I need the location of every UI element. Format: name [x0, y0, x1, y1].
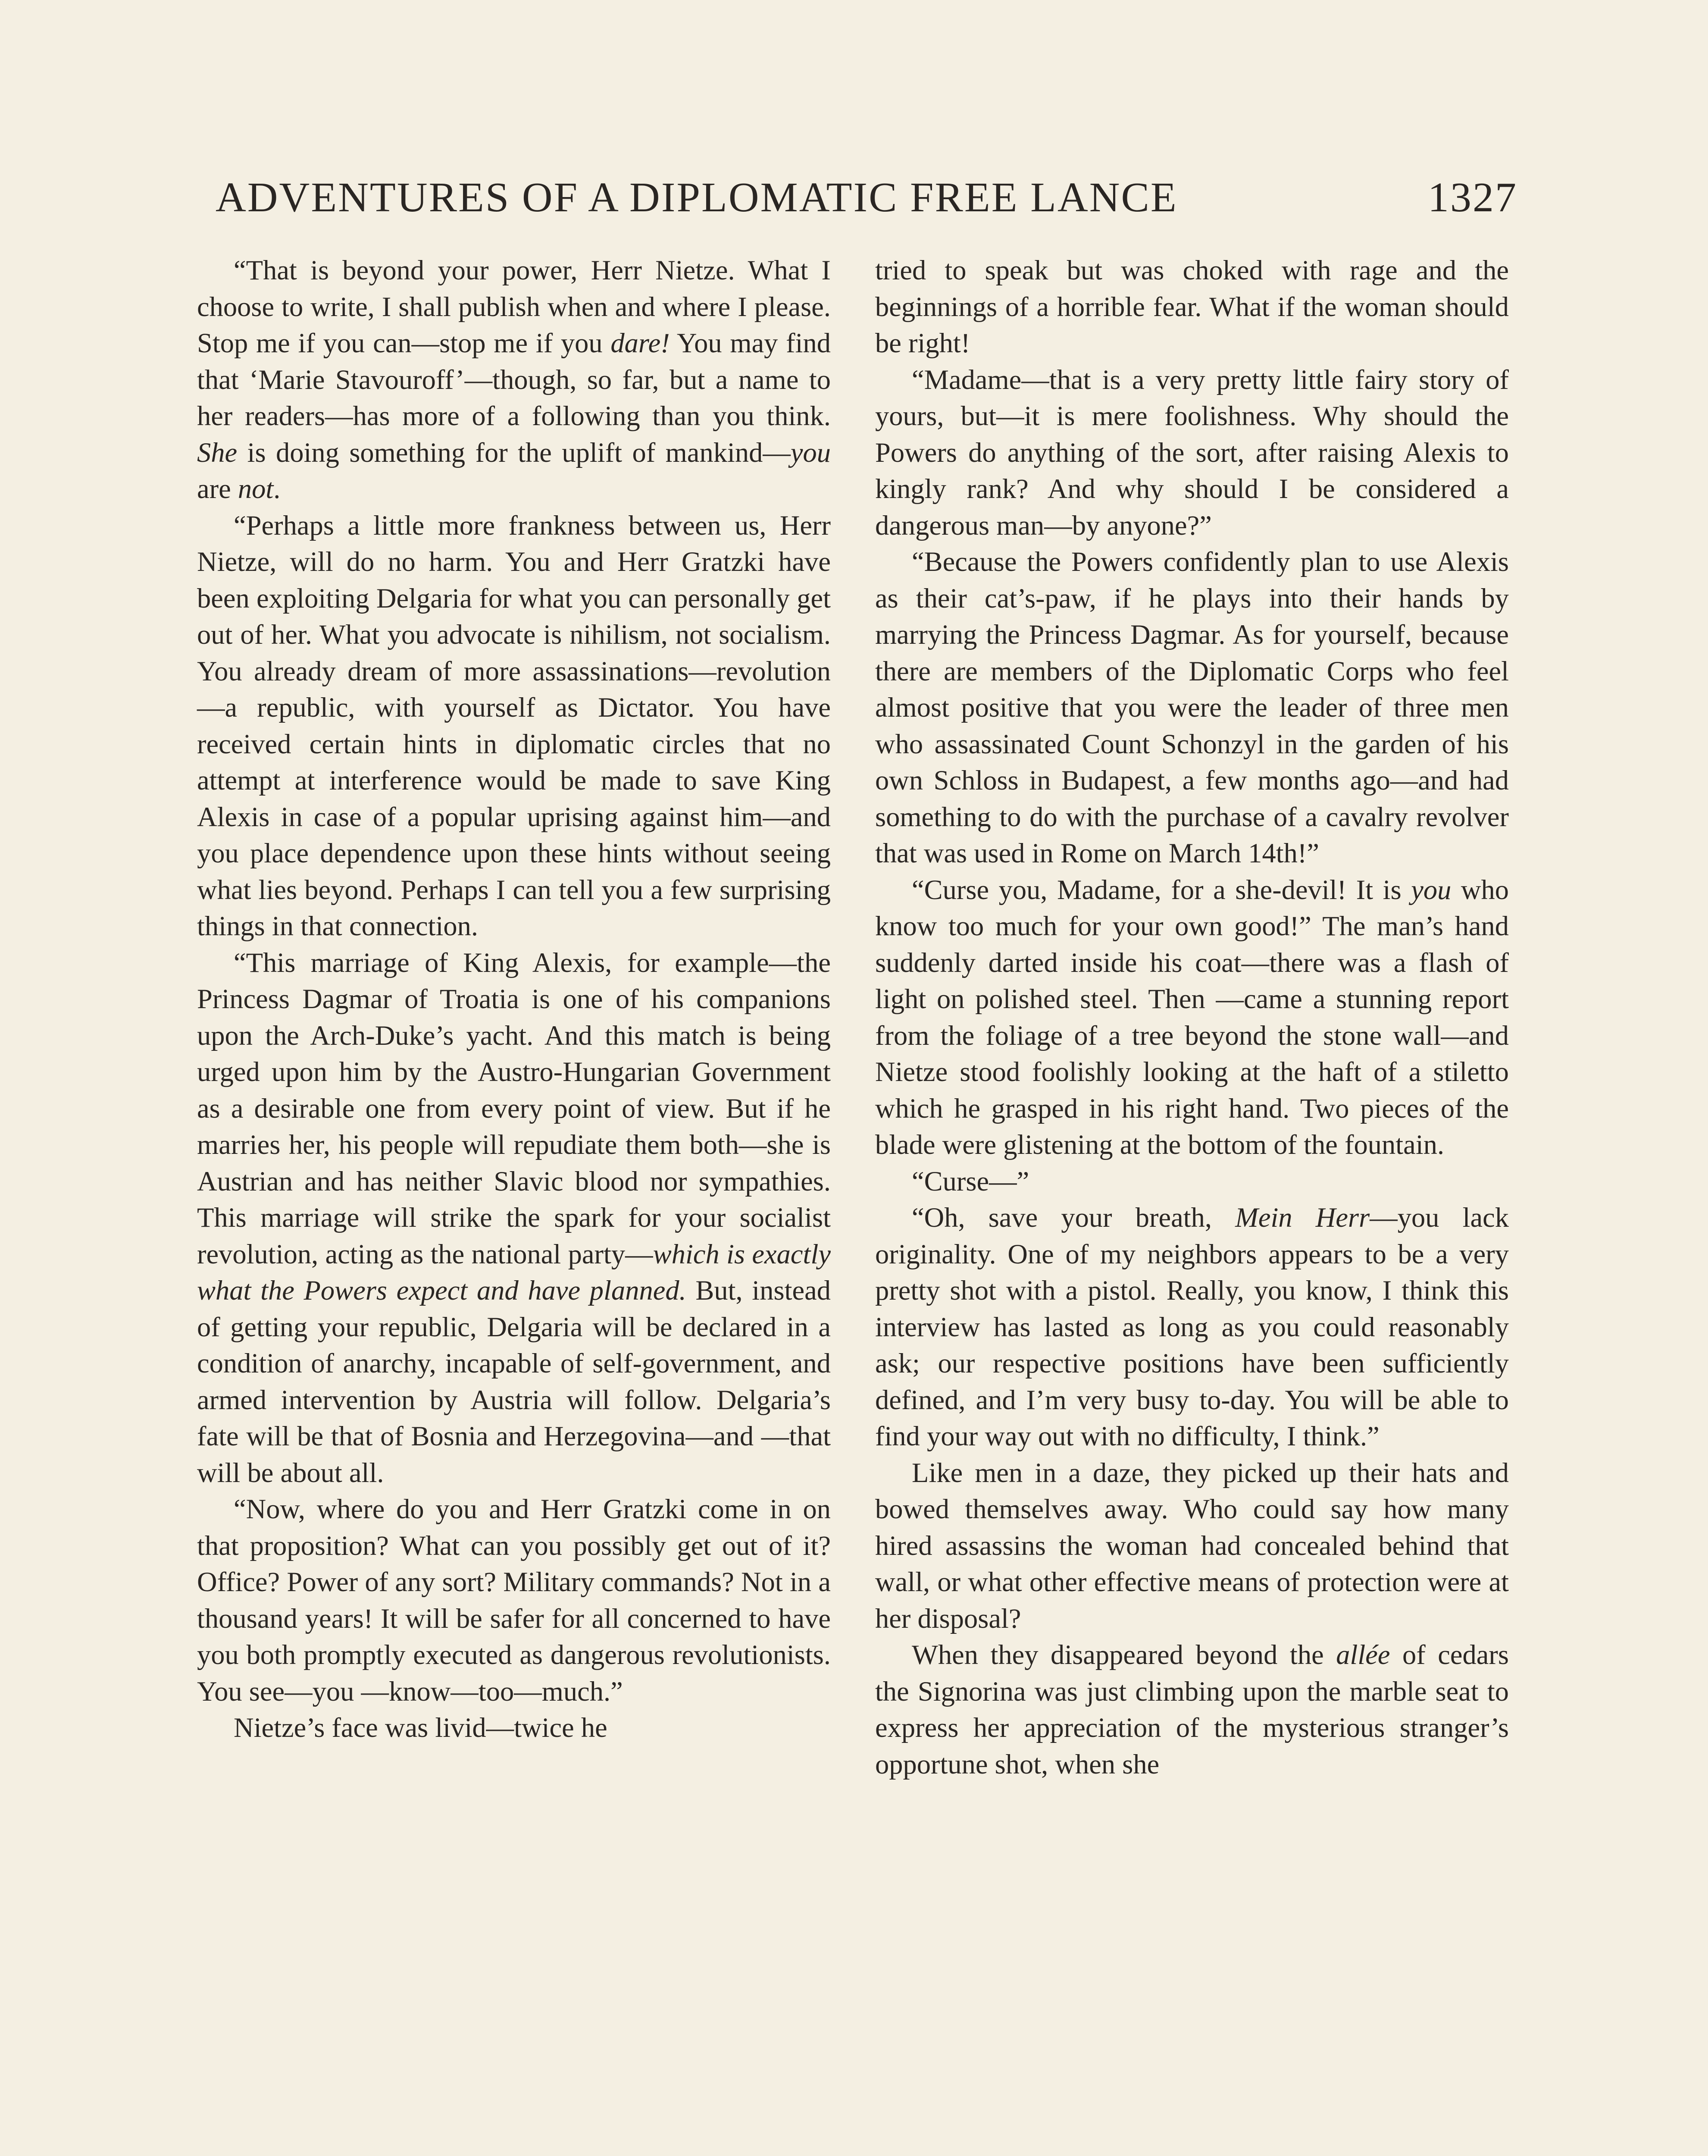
- paragraph: “This marriage of King Alexis, for example—the Princess Dagmar of Troatia is one of his companions upon the Arch-Duke’s yacht. And this match is being urged upon him by the Austro-Hungarian Government as a desirable one from every point of view. But if he marries her, his people will repudiate them both—she is Austrian and has neither Slavic blood nor sympathies. This marriage will strike the spark for your socialist revolution, acting as the national party—which is exactly what the Powers expect and have planned. But, instead of getting your republic, Delgaria will be declared in a condition of anarchy, incapable of self-government, and armed intervention by Austria will follow. Delgaria’s fate will be that of Bosnia and Herzegovina—and —that will be about all.: [197, 947, 831, 1488]
- paragraph: tried to speak but was choked with rage and the beginnings of a horrible fear. What if the woman should be right!: [875, 255, 1509, 358]
- running-title: ADVENTURES OF A DIPLOMATIC FREE LANCE: [216, 174, 1178, 221]
- paragraph: “Curse you, Madame, for a she-devil! It is you who know too much for your own good!” The man’s hand suddenly darted inside his coat—there was a flash of light on polished steel. Then —came a stunning report from the foliage of a tree beyond the stone wall—and Nietze stood foolishly looking at the haft of a stiletto which he grasped in his right hand. Two pieces of the blade were glistening at the bottom of the fountain.: [875, 874, 1509, 1160]
- paragraph: “Because the Powers confidently plan to use Alexis as their cat’s-paw, if he plays into their hands by marrying the Princess Dagmar. As for yourself, because there are members of the Diplomatic Corps who feel almost positive that you were the leader of three men who assassinated Count Schonzyl in the garden of his own Schloss in Budapest, a few months ago—and had something to do with the purchase of a cavalry revolver that was used in Rome on March 14th!”: [875, 546, 1509, 868]
- paragraph: “Perhaps a little more frankness between us, Herr Nietze, will do no harm. You and Herr Gratzki have been exploiting Delgaria for what you can personally get out of her. What you advocate is nihilism, not socialism. You already dream of more assassinations—revolution—a republic, with yourself as Dictator. You have received certain hints in diplomatic circles that no attempt at interference would be made to save King Alexis in case of a popular uprising against him—and you place dependence upon these hints without seeing what lies beyond. Perhaps I can tell you a few surprising things in that connection.: [197, 510, 831, 941]
- paragraph: Like men in a daze, they picked up their hats and bowed themselves away. Who could say how many hired assassins the woman had concealed behind that wall, or what other effective means of protection were at her disposal?: [875, 1457, 1509, 1634]
- paragraph: “Curse—”: [912, 1166, 1029, 1197]
- paragraph: “That is beyond your power, Herr Nietze. What I choose to write, I shall publish when and where I please. Stop me if you can—stop me if you dare! You may find that ‘Marie Stavouroff’—though, so far, but a name to her readers—has more of a following than you think. She is doing something for the uplift of mankind—you are not.: [197, 255, 831, 504]
- paragraph: “Madame—that is a very pretty little fairy story of yours, but—it is mere foolishness. Why should the Powers do anything of the sort, after raising Alexis to kingly rank? And why should I be considered a dangerous man—by anyone?”: [875, 364, 1509, 541]
- paragraph: When they disappeared beyond the allée of cedars the Signorina was just climbing upon the marble seat to express her appreciation of the mysterious stranger’s opportune shot, when she: [875, 1639, 1509, 1780]
- paragraph: “Now, where do you and Herr Gratzki come in on that proposition? What can you possibly get out of it? Office? Power of any sort? Military commands? Not in a thousand years! It will be safer for all concerned to have you both promptly executed as dangerous revolutionists. You see—you —know—too—much.”: [197, 1494, 831, 1707]
- page-number: 1327: [1428, 174, 1517, 221]
- paragraph: “Oh, save your breath, Mein Herr—you lack originality. One of my neighbors appears to be a very pretty shot with a pistol. Really, you know, I think this interview has lasted as long as you could reasonably ask; our respective positions have been sufficiently defined, and I’m very busy to-day. You will be able to find your way out with no difficulty, I think.”: [875, 1202, 1509, 1451]
- right-column: [875, 252, 1509, 1783]
- paragraph: Nietze’s face was livid—twice he: [234, 1712, 607, 1743]
- running-header: [216, 163, 1517, 232]
- left-column: [197, 252, 831, 1746]
